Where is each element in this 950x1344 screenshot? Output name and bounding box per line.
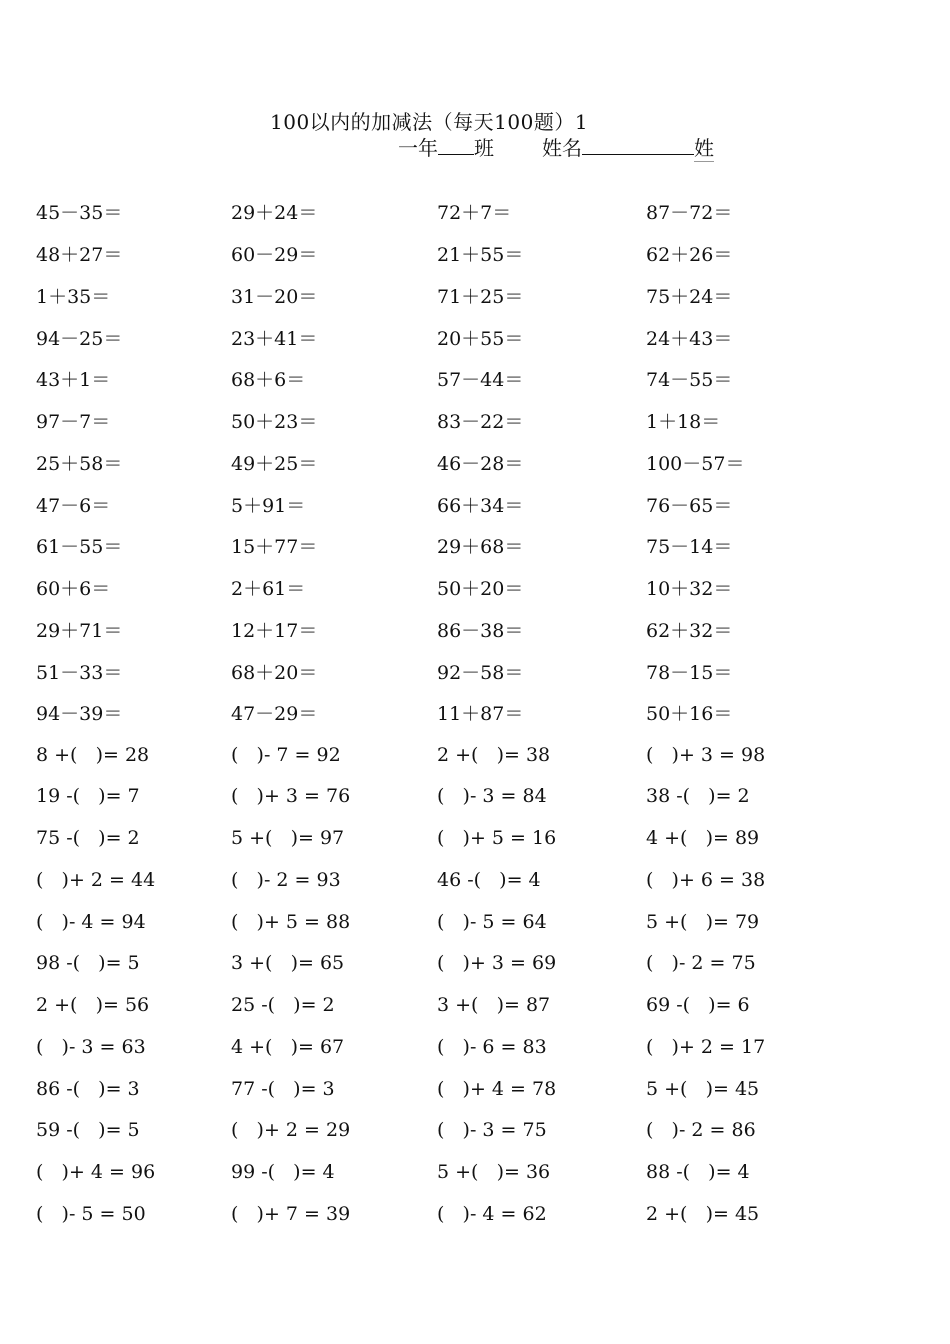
name-blank[interactable] xyxy=(582,132,694,155)
problem-item: ( )+ 2 = 44 xyxy=(36,868,156,891)
problem-item: 61－55＝ xyxy=(36,536,123,559)
problem-item: 45－35＝ xyxy=(36,202,123,225)
problem-item: 50＋16＝ xyxy=(646,703,733,726)
problem-item: 75－14＝ xyxy=(646,536,733,559)
problem-item: 76－65＝ xyxy=(646,494,733,517)
problem-item: ( )+ 3 = 69 xyxy=(437,952,557,975)
problem-grid xyxy=(36,191,846,1235)
problem-item: 72＋7＝ xyxy=(437,202,512,225)
problem-item: 3 +( )= 87 xyxy=(437,994,551,1017)
problem-item: 15＋77＝ xyxy=(231,536,318,559)
problem-item: 3 +( )= 65 xyxy=(231,952,345,975)
problem-item: 46 -( )= 4 xyxy=(437,868,541,891)
problem-item: 25 -( )= 2 xyxy=(231,994,335,1017)
student-info-line xyxy=(398,132,714,162)
problem-item: ( )- 4 = 62 xyxy=(437,1202,547,1225)
problem-item: 94－25＝ xyxy=(36,327,123,350)
problem-item: 48＋27＝ xyxy=(36,244,123,267)
problem-item: ( )- 3 = 63 xyxy=(36,1035,146,1058)
problem-item: 50＋20＝ xyxy=(437,578,524,601)
problem-item: 5 +( )= 45 xyxy=(646,1077,760,1100)
problem-item: 29＋68＝ xyxy=(437,536,524,559)
problem-item: ( )- 2 = 86 xyxy=(646,1119,756,1142)
problem-item: 88 -( )= 4 xyxy=(646,1161,750,1184)
problem-item: 71＋25＝ xyxy=(437,285,524,308)
problem-item: 43＋1＝ xyxy=(36,369,111,392)
worksheet-title: 100以内的加减法（每天100题）1 xyxy=(270,110,589,134)
problem-item: 46－28＝ xyxy=(437,452,524,475)
problem-item: ( )- 3 = 84 xyxy=(437,785,547,808)
problem-item: 8 +( )= 28 xyxy=(36,743,150,766)
problem-item: 94－39＝ xyxy=(36,703,123,726)
problem-item: 25＋58＝ xyxy=(36,452,123,475)
problem-item: 11＋87＝ xyxy=(437,703,524,726)
problem-item: 92－58＝ xyxy=(437,661,524,684)
problem-item: ( )- 4 = 94 xyxy=(36,910,146,933)
problem-item: 5 +( )= 79 xyxy=(646,910,760,933)
problem-item: 60－29＝ xyxy=(231,244,318,267)
problem-item: 51－33＝ xyxy=(36,661,123,684)
problem-item: 21＋55＝ xyxy=(437,244,524,267)
problem-item: 100－57＝ xyxy=(646,452,745,475)
problem-item: 1＋35＝ xyxy=(36,285,111,308)
problem-item: 5＋91＝ xyxy=(231,494,306,517)
problem-item: ( )- 2 = 75 xyxy=(646,952,756,975)
problem-item: 10＋32＝ xyxy=(646,578,733,601)
problem-item: 69 -( )= 6 xyxy=(646,994,750,1017)
problem-item: 47－29＝ xyxy=(231,703,318,726)
problem-item: 87－72＝ xyxy=(646,202,733,225)
problem-item: ( )+ 2 = 29 xyxy=(231,1119,351,1142)
problem-item: 2 +( )= 38 xyxy=(437,743,551,766)
problem-item: ( )+ 4 = 96 xyxy=(36,1161,156,1184)
problem-item: 75 -( )= 2 xyxy=(36,827,140,850)
problem-item: 99 -( )= 4 xyxy=(231,1161,335,1184)
class-label: 班 xyxy=(474,136,494,160)
problem-item: 2 +( )= 45 xyxy=(646,1202,760,1225)
problem-item: ( )- 5 = 64 xyxy=(437,910,547,933)
problem-item: ( )+ 5 = 88 xyxy=(231,910,351,933)
problem-item: 1＋18＝ xyxy=(646,411,721,434)
problem-item: 2＋61＝ xyxy=(231,578,306,601)
problem-item: 74－55＝ xyxy=(646,369,733,392)
problem-item: 47－6＝ xyxy=(36,494,111,517)
problem-item: ( )- 6 = 83 xyxy=(437,1035,547,1058)
problem-item: 29＋71＝ xyxy=(36,619,123,642)
grade-prefix: 一年 xyxy=(398,136,438,160)
problem-item: 57－44＝ xyxy=(437,369,524,392)
problem-item: 62＋32＝ xyxy=(646,619,733,642)
problem-item: ( )+ 3 = 98 xyxy=(646,743,766,766)
problem-item: 31－20＝ xyxy=(231,285,318,308)
problem-item: 38 -( )= 2 xyxy=(646,785,750,808)
name-tail: 姓 xyxy=(694,132,714,162)
problem-item: ( )+ 7 = 39 xyxy=(231,1202,351,1225)
problem-item: 86 -( )= 3 xyxy=(36,1077,140,1100)
problem-item: ( )+ 5 = 16 xyxy=(437,827,557,850)
problem-item: 62＋26＝ xyxy=(646,244,733,267)
problem-item: 68＋20＝ xyxy=(231,661,318,684)
problem-item: 78－15＝ xyxy=(646,661,733,684)
name-label: 姓名 xyxy=(542,136,582,160)
problem-item: ( )- 3 = 75 xyxy=(437,1119,547,1142)
problem-item: 12＋17＝ xyxy=(231,619,318,642)
problem-item: 75＋24＝ xyxy=(646,285,733,308)
problem-item: 77 -( )= 3 xyxy=(231,1077,335,1100)
problem-item: 97－7＝ xyxy=(36,411,111,434)
problem-item: 4 +( )= 67 xyxy=(231,1035,345,1058)
problem-item: 2 +( )= 56 xyxy=(36,994,150,1017)
problem-item: ( )+ 2 = 17 xyxy=(646,1035,766,1058)
problem-item: 86－38＝ xyxy=(437,619,524,642)
problem-item: 20＋55＝ xyxy=(437,327,524,350)
problem-item: 66＋34＝ xyxy=(437,494,524,517)
problem-item: 24＋43＝ xyxy=(646,327,733,350)
problem-item: ( )+ 4 = 78 xyxy=(437,1077,557,1100)
problem-item: 68＋6＝ xyxy=(231,369,306,392)
problem-item: ( )- 7 = 92 xyxy=(231,743,341,766)
problem-item: 29＋24＝ xyxy=(231,202,318,225)
problem-item: ( )+ 3 = 76 xyxy=(231,785,351,808)
problem-item: 23＋41＝ xyxy=(231,327,318,350)
class-number-blank[interactable] xyxy=(438,132,474,155)
problem-item: 98 -( )= 5 xyxy=(36,952,140,975)
problem-item: 4 +( )= 89 xyxy=(646,827,760,850)
problem-item: ( )- 5 = 50 xyxy=(36,1202,146,1225)
problem-item: 5 +( )= 36 xyxy=(437,1161,551,1184)
problem-item: 59 -( )= 5 xyxy=(36,1119,140,1142)
problem-item: 49＋25＝ xyxy=(231,452,318,475)
problem-item: 83－22＝ xyxy=(437,411,524,434)
problem-item: ( )- 2 = 93 xyxy=(231,868,341,891)
problem-item: 19 -( )= 7 xyxy=(36,785,140,808)
problem-item: 60＋6＝ xyxy=(36,578,111,601)
problem-item: 5 +( )= 97 xyxy=(231,827,345,850)
problem-item: ( )+ 6 = 38 xyxy=(646,868,766,891)
problem-item: 50＋23＝ xyxy=(231,411,318,434)
